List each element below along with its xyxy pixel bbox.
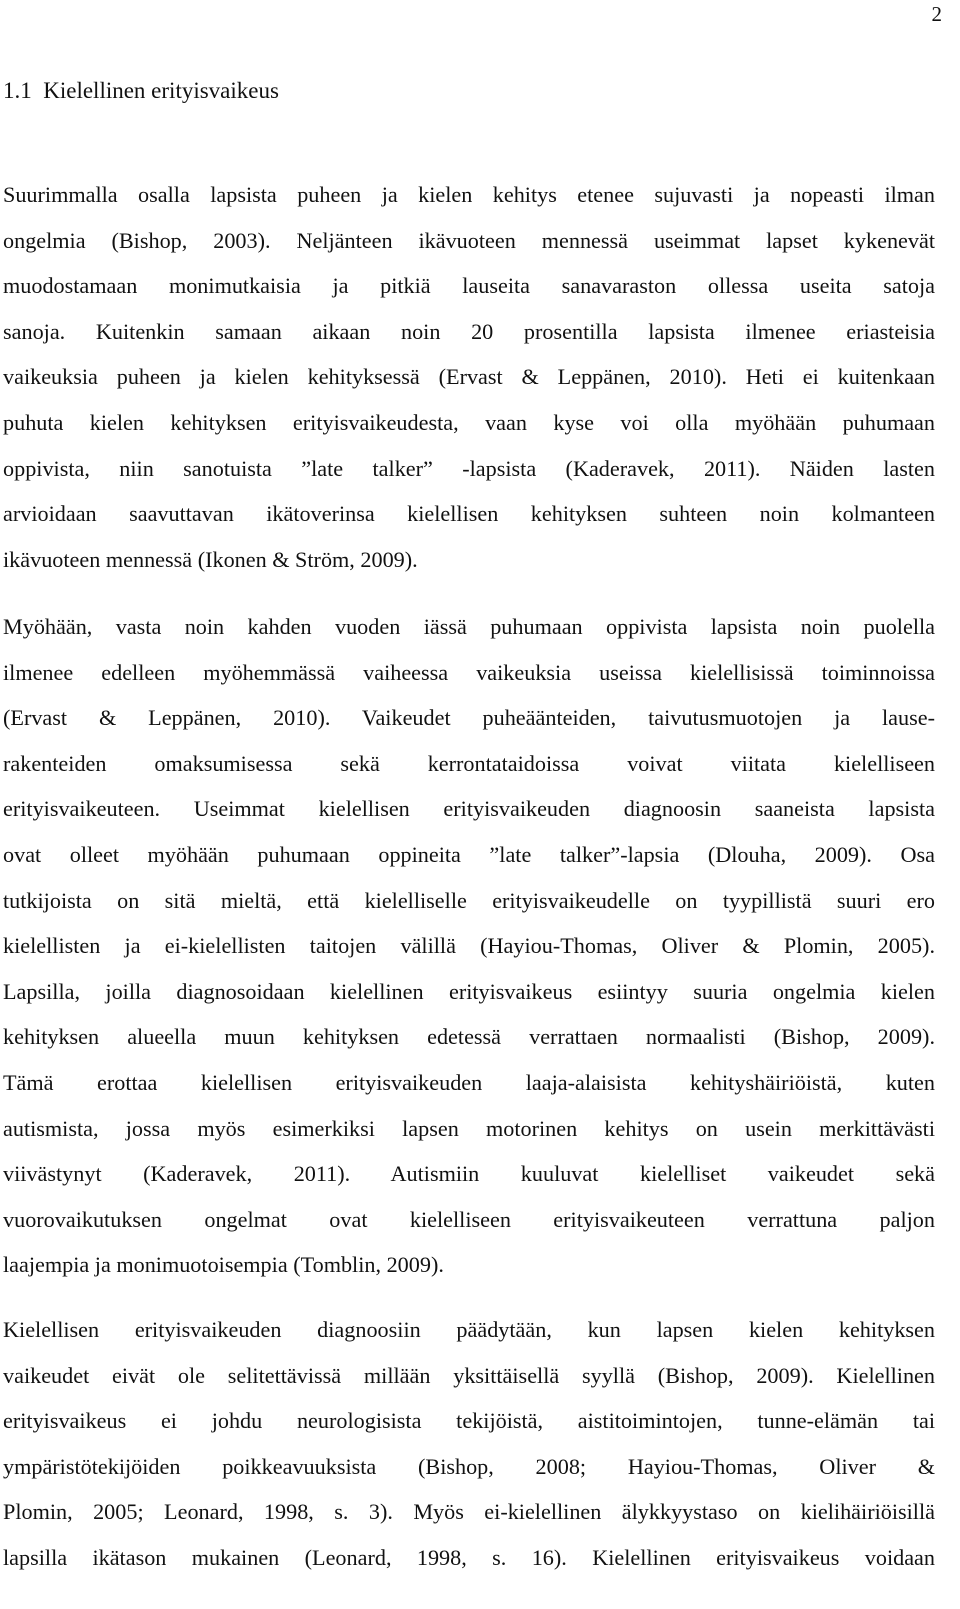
text-line: ikävuoteen mennessä (Ikonen & Ström, 2009). [3, 546, 418, 572]
text-line: lapsilla ikätason mukainen (Leonard, 1998, s. 16). Kielellinen erityisvaikeus voidaan [3, 1544, 935, 1570]
section-title: Kielellinen erityisvaikeus [43, 78, 279, 103]
text-line: erityisvaikeuteen. Useimmat kielellisen erityisvaikeuden diagnoosin saaneista lapsista [3, 796, 935, 822]
text-line: vaikeuksia puheen ja kielen kehityksessä (Ervast & Leppänen, 2010). Heti ei kuitenkaan [3, 364, 935, 390]
text-line: ympäristötekijöiden poikkeavuuksista (Bishop, 2008; Hayiou-Thomas, Oliver & [3, 1453, 935, 1479]
paragraph [3, 604, 935, 1288]
section-number: 1.1 [3, 78, 32, 103]
text-line: vaikeudet eivät ole selitettävissä millään yksittäisellä syyllä (Bishop, 2009). Kielellinen [3, 1362, 935, 1388]
text-line: Myöhään, vasta noin kahden vuoden iässä puhumaan oppivista lapsista noin puolella [3, 614, 935, 639]
text-line: Lapsilla, joilla diagnosoidaan kielellinen erityisvaikeus esiintyy suuria ongelmia kielen [3, 978, 935, 1004]
text-line: Suurimmalla osalla lapsista puheen ja kielen kehitys etenee sujuvasti ja nopeasti ilman [3, 182, 935, 207]
paragraph [3, 172, 935, 582]
text-line: muodostamaan monimutkaisia ja pitkiä lauseita sanavaraston ollessa useita satoja [3, 273, 935, 299]
text-line: kielellisten ja ei-kielellisten taitojen välillä (Hayiou-Thomas, Oliver & Plomin, 2005). [3, 933, 935, 959]
text-line: Tämä erottaa kielellisen erityisvaikeuden laaja-alaisista kehityshäiriöistä, kuten [3, 1069, 935, 1095]
text-line: ongelmia (Bishop, 2003). Neljänteen ikävuoteen mennessä useimmat lapset kykenevät [3, 227, 935, 253]
text-line: Kielellisen erityisvaikeuden diagnoosiin päädytään, kun lapsen kielen kehityksen [3, 1317, 935, 1342]
text-line: kehityksen alueella muun kehityksen edetessä verrattaen normaalisti (Bishop, 2009). [3, 1024, 935, 1050]
text-line: ovat olleet myöhään puhumaan oppineita ”late talker”-lapsia (Dlouha, 2009). Osa [3, 841, 935, 867]
section-heading [3, 72, 279, 110]
text-line: tutkijoista on sitä mieltä, että kielelliselle erityisvaikeudelle on tyypillistä suuri ero [3, 887, 935, 913]
text-line: Plomin, 2005; Leonard, 1998, s. 3). Myös ei-kielellinen älykkyystaso on kielihäiriöisillä [3, 1499, 935, 1525]
page-number: 2 [931, 2, 942, 26]
paragraph [3, 1307, 935, 1581]
text-line: oppivista, niin sanotuista ”late talker” -lapsista (Kaderavek, 2011). Näiden lasten [3, 455, 935, 481]
text-line: ilmenee edelleen myöhemmässä vaiheessa vaikeuksia useissa kielellisissä toiminnoissa [3, 659, 935, 685]
text-line: vuorovaikutuksen ongelmat ovat kielelliseen erityisvaikeuteen verrattuna paljon [3, 1206, 935, 1232]
text-line: rakenteiden omaksumisessa sekä kerrontataidoissa voivat viitata kielelliseen [3, 750, 935, 776]
text-line: erityisvaikeus ei johdu neurologisista tekijöistä, aistitoimintojen, tunne-elämän tai [3, 1408, 935, 1434]
text-line: sanoja. Kuitenkin samaan aikaan noin 20 prosentilla lapsista ilmenee eriasteisia [3, 318, 935, 344]
text-line: arvioidaan saavuttavan ikätoverinsa kielellisen kehityksen suhteen noin kolmanteen [3, 501, 935, 527]
text-line: puhuta kielen kehityksen erityisvaikeudesta, vaan kyse voi olla myöhään puhumaan [3, 409, 935, 435]
text-line: laajempia ja monimuotoisempia (Tomblin, 2009). [3, 1252, 444, 1278]
text-line: autismista, jossa myös esimerkiksi lapsen motorinen kehitys on usein merkittävästi [3, 1115, 935, 1141]
text-line: viivästynyt (Kaderavek, 2011). Autismiin kuuluvat kielelliset vaikeudet sekä [3, 1161, 935, 1187]
text-line: (Ervast & Leppänen, 2010). Vaikeudet puheäänteiden, taivutusmuotojen ja lause- [3, 705, 935, 731]
